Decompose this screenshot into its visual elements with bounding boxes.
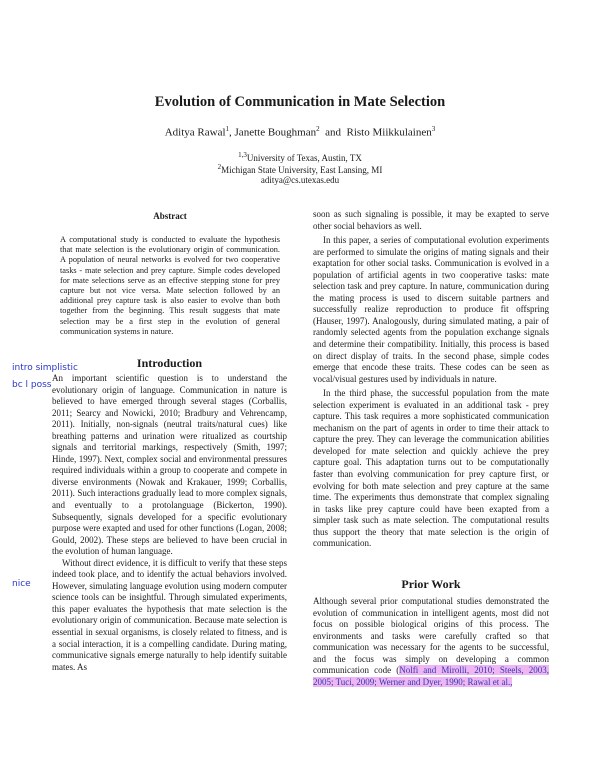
- author-sup: 3: [431, 125, 436, 133]
- author-email: aditya@cs.utexas.edu: [260, 175, 340, 185]
- author-name: Risto Miikkulainen: [346, 126, 432, 139]
- author-name: Aditya Rawal: [164, 126, 226, 139]
- affiliation-line: $^2$Michigan State University, East Lansing, MI: [217, 163, 383, 175]
- author-sup: 2: [316, 125, 320, 133]
- author-name: Janette Boughman: [234, 126, 317, 139]
- abstract-heading: Abstract: [153, 211, 187, 221]
- intro-paragraph-4: In the third phase, the successful population from the mate selection experiment is evaluated in an additional task - prey capture. This task requires a more sophisticated communication mechanism on the part of agents in order to time their attack to capture the prey. They can leverage the communication abilities developed for mate selection and quickly achieve the prey capture goal. This adaptation turns out to be computationally faster than evolving communication for prey capture first, or evolving for both mate selection and prey capture at the same time. The experiments thus demonstrate that complex signaling in tasks like prey capture could have been exapted from a simpler task such as mate selection. The computational results thus support the theory that mate selection is the origin of communication.: [313, 388, 549, 549]
- margin-annotation[interactable]: nice: [12, 579, 31, 589]
- prior-work-heading: Prior Work: [401, 577, 461, 591]
- introduction-heading: Introduction: [136, 356, 203, 370]
- highlighted-citations[interactable]: Nolfi and Mirolli, 2010; Steels, 2003, 2005; Tuci, 2009; Werner and Dyer, 1990; Rawal et al.,: [313, 665, 549, 687]
- paper-title: Evolution of Communication in Mate Selection: [154, 94, 446, 110]
- author-list: Aditya Rawal$^1$, Janette Boughman$^2$ and Risto Miikkulainen$^3$: [164, 125, 436, 139]
- intro-paragraph-2: Without direct evidence, it is difficult to verify that these steps indeed took place, and to identify the actual behaviors involved. However, simulating language evolution using modern computer science tools can be insightful. Through simulated experiments, this paper evaluates the hypothesis that mate selection is the evolutionary origin of communication. Because mate selection is essential in sexual organisms, is closely related to fitness, and is a social interaction, it is a compelling candidate. During mating, communicative signals emerge naturally to help identify suitable mates. As: [52, 557, 287, 672]
- abstract-text: A computational study is conducted to evaluate the hypothesis that mate selection is the evolutionary origin of communication. A population of neural networks is evolved for two cooperative tasks - mate selection and prey capture. Simple codes developed for mate selections serve as an effective stepping stone for prey capture but not vice versa. Mate selection followed by an additional prey capture task is also easier to evolve than both together from the beginning. This result suggests that mate selection may be a first step in the evolution of general communication systems in nature.: [60, 235, 280, 336]
- margin-annotation[interactable]: intro simplistic: [12, 363, 78, 373]
- intro-paragraph-1: An important scientific question is to understand the evolutionary origin of language. Communication in nature is believed to have emerged through several stages (Corballis, 2011; Searcy and Nowicki, 2010; Bradbury and Vehrencamp, 2011). Initially, non-signals (neutral traits/natural cues) like breathing patterns and urination were ritualized as courtship signals and territorial markings, respectively (Smith, 1997; Hinde, 1997). Next, complex social and environmental pressures required individuals within a group to cooperate and compete in diverse environments (Nowak and Krakauer, 1999; Corballis, 2011). Such interactions gradually lead to more complex signals, and eventually to a protolanguage (Bickerton, 1990). Subsequently, signals developed for a specific evolutionary purpose were exapted and used for other functions (Logan, 2008; Gould, 2002). These steps are believed to have been crucial in the evolution of human language.: [52, 373, 287, 557]
- intro-paragraph-continued: soon as such signaling is possible, it may be exapted to serve other social behaviors as well.: [313, 209, 549, 231]
- intro-right-column: [313, 209, 549, 550]
- prior-work-paragraph: Although several prior computational studies demonstrated the evolution of communication in intelligent agents, most did not focus on possible biological origins of this process. The environments and tasks were carefully crafted so that communication was necessary for the agents to be successful, and the focus was simply on developing a common communication code (Nolfi and Mirolli, 2010; Steels, 2003, 2005; Tuci, 2009; Werner and Dyer, 1990; Rawal et al.,: [313, 596, 549, 687]
- margin-annotation[interactable]: bc l poss: [12, 380, 52, 390]
- prior-work-column: [313, 596, 549, 688]
- affiliation-line: $^{1,3}$University of Texas, Austin, TX: [238, 151, 362, 163]
- intro-left-column: [52, 373, 287, 673]
- author-sup: 1: [225, 125, 230, 133]
- author-conjunction: and: [325, 126, 341, 139]
- intro-paragraph-3: In this paper, a series of computational evolution experiments are performed to simulate the origins of mating signals and their exaptation for other social tasks. Communication is evolved in a population of artificial agents in two cooperative tasks: mate selection task and prey capture. In nature, communication during the mating process is used to discern suitable partners and successfully realize reproduction to produce fit offspring (Hauser, 1997). Analogously, during simulated mating, a pair of randomly selected agents from the population exchange signals and determine their compatibility. Initially, this process is based on direct display of traits. In the second phase, simple codes emerge that encode these traits. These codes can be seen as vocal/visual gestures used by individuals in nature.: [313, 235, 549, 384]
